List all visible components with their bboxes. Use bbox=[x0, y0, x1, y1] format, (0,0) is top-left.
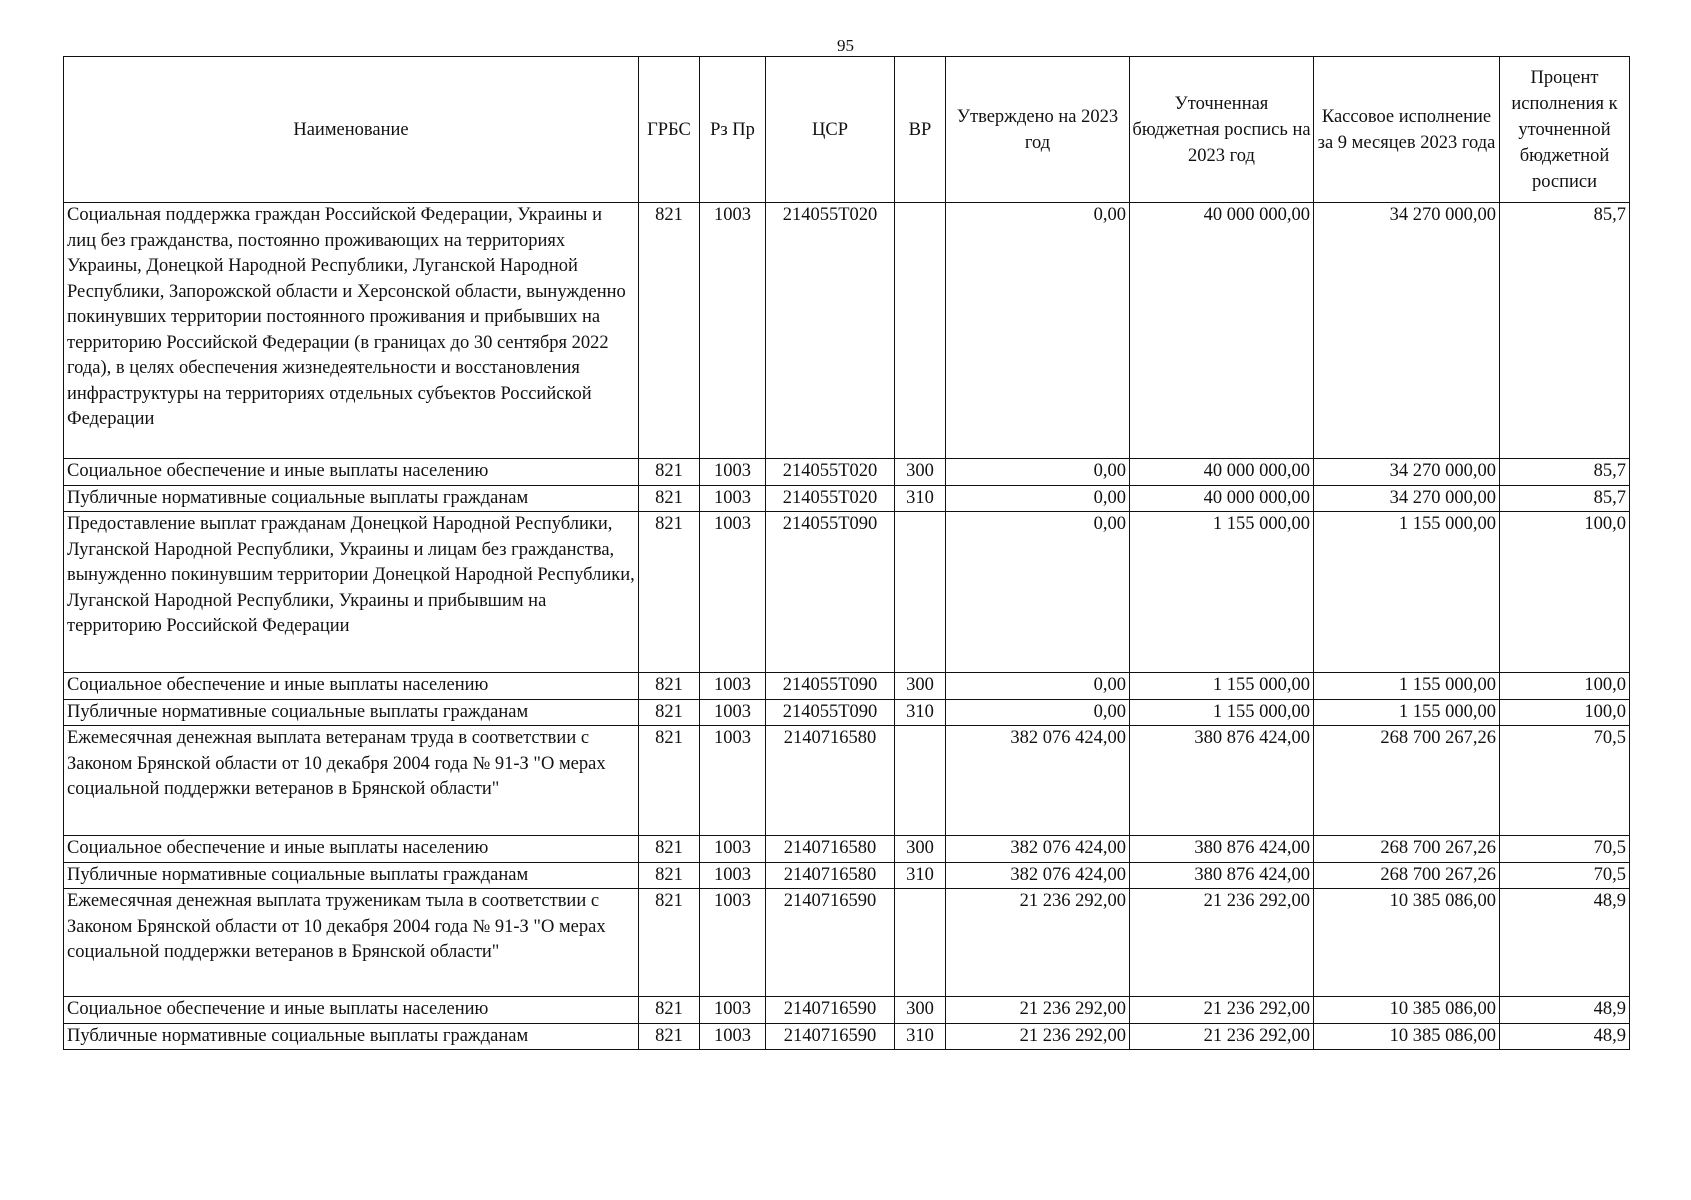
cell-csr: 214055Т020 bbox=[766, 203, 895, 459]
cell-cash: 34 270 000,00 bbox=[1314, 459, 1500, 486]
table-row bbox=[64, 699, 1630, 726]
cell-approved: 382 076 424,00 bbox=[946, 726, 1130, 836]
cell-approved: 382 076 424,00 bbox=[946, 862, 1130, 889]
cell-percent: 48,9 bbox=[1500, 1023, 1630, 1050]
cell-refined: 1 155 000,00 bbox=[1130, 673, 1314, 700]
header-cash: Кассовое исполнение за 9 месяцев 2023 года bbox=[1314, 57, 1500, 203]
cell-cash: 10 385 086,00 bbox=[1314, 889, 1500, 997]
table-row bbox=[64, 485, 1630, 512]
cell-percent: 100,0 bbox=[1500, 673, 1630, 700]
cell-vr: 310 bbox=[895, 485, 946, 512]
cell-csr: 2140716580 bbox=[766, 726, 895, 836]
cell-cash: 1 155 000,00 bbox=[1314, 673, 1500, 700]
cell-rzpr: 1003 bbox=[700, 726, 766, 836]
cell-name: Социальная поддержка граждан Российской Федерации, Украины и лиц без гражданства, постоянно проживающих на территориях Украины, Донецкой Народной Республики, Луганской Народной Республики, Запорожской области и Херсонской области, вынужденно покинувших территории постоянного проживания и прибывших на территорию Российской Федерации (в границах до 30 сентября 2022 года), в целях обеспечения жизнедеятельности и восстановления инфраструктуры на территориях отдельных субъектов Российской Федерации bbox=[64, 203, 639, 459]
cell-cash: 1 155 000,00 bbox=[1314, 699, 1500, 726]
cell-rzpr: 1003 bbox=[700, 485, 766, 512]
table-row bbox=[64, 997, 1630, 1024]
cell-vr bbox=[895, 203, 946, 459]
cell-refined: 380 876 424,00 bbox=[1130, 726, 1314, 836]
cell-vr: 300 bbox=[895, 997, 946, 1024]
header-vr: ВР bbox=[895, 57, 946, 203]
cell-cash: 34 270 000,00 bbox=[1314, 485, 1500, 512]
cell-csr: 214055Т090 bbox=[766, 673, 895, 700]
cell-cash: 10 385 086,00 bbox=[1314, 1023, 1500, 1050]
cell-refined: 380 876 424,00 bbox=[1130, 862, 1314, 889]
cell-rzpr: 1003 bbox=[700, 673, 766, 700]
cell-grbs: 821 bbox=[639, 673, 700, 700]
header-approved: Утверждено на 2023 год bbox=[946, 57, 1130, 203]
cell-grbs: 821 bbox=[639, 997, 700, 1024]
cell-approved: 0,00 bbox=[946, 459, 1130, 486]
table-row bbox=[64, 512, 1630, 673]
header-percent: Процент исполнения к уточненной бюджетной росписи bbox=[1500, 57, 1630, 203]
cell-percent: 100,0 bbox=[1500, 512, 1630, 673]
cell-approved: 0,00 bbox=[946, 673, 1130, 700]
cell-refined: 40 000 000,00 bbox=[1130, 459, 1314, 486]
cell-csr: 2140716590 bbox=[766, 1023, 895, 1050]
cell-refined: 40 000 000,00 bbox=[1130, 203, 1314, 459]
cell-name: Публичные нормативные социальные выплаты гражданам bbox=[64, 485, 639, 512]
cell-rzpr: 1003 bbox=[700, 203, 766, 459]
table-row bbox=[64, 203, 1630, 459]
cell-refined: 21 236 292,00 bbox=[1130, 997, 1314, 1024]
cell-csr: 214055Т090 bbox=[766, 699, 895, 726]
cell-vr: 310 bbox=[895, 699, 946, 726]
cell-grbs: 821 bbox=[639, 726, 700, 836]
cell-csr: 2140716580 bbox=[766, 862, 895, 889]
cell-csr: 214055Т020 bbox=[766, 485, 895, 512]
cell-csr: 2140716580 bbox=[766, 836, 895, 863]
cell-name: Ежемесячная денежная выплата ветеранам труда в соответствии с Законом Брянской области от 10 декабря 2004 года № 91-З "О мерах социальной поддержки ветеранов в Брянской области" bbox=[64, 726, 639, 836]
cell-refined: 1 155 000,00 bbox=[1130, 512, 1314, 673]
cell-grbs: 821 bbox=[639, 836, 700, 863]
cell-csr: 214055Т090 bbox=[766, 512, 895, 673]
cell-approved: 0,00 bbox=[946, 203, 1130, 459]
cell-cash: 268 700 267,26 bbox=[1314, 836, 1500, 863]
cell-csr: 214055Т020 bbox=[766, 459, 895, 486]
header-refined: Уточненная бюджетная роспись на 2023 год bbox=[1130, 57, 1314, 203]
cell-name: Публичные нормативные социальные выплаты гражданам bbox=[64, 699, 639, 726]
cell-approved: 21 236 292,00 bbox=[946, 889, 1130, 997]
cell-rzpr: 1003 bbox=[700, 459, 766, 486]
cell-cash: 10 385 086,00 bbox=[1314, 997, 1500, 1024]
cell-rzpr: 1003 bbox=[700, 889, 766, 997]
table-row bbox=[64, 862, 1630, 889]
cell-csr: 2140716590 bbox=[766, 889, 895, 997]
table-row bbox=[64, 459, 1630, 486]
header-rzpr: Рз Пр bbox=[700, 57, 766, 203]
cell-approved: 21 236 292,00 bbox=[946, 1023, 1130, 1050]
cell-name: Публичные нормативные социальные выплаты гражданам bbox=[64, 1023, 639, 1050]
table-row bbox=[64, 836, 1630, 863]
cell-approved: 21 236 292,00 bbox=[946, 997, 1130, 1024]
cell-rzpr: 1003 bbox=[700, 699, 766, 726]
table-row bbox=[64, 673, 1630, 700]
cell-percent: 85,7 bbox=[1500, 485, 1630, 512]
cell-vr bbox=[895, 889, 946, 997]
cell-percent: 70,5 bbox=[1500, 726, 1630, 836]
cell-refined: 21 236 292,00 bbox=[1130, 1023, 1314, 1050]
cell-grbs: 821 bbox=[639, 485, 700, 512]
cell-cash: 268 700 267,26 bbox=[1314, 726, 1500, 836]
cell-vr: 310 bbox=[895, 862, 946, 889]
cell-name: Социальное обеспечение и иные выплаты населению bbox=[64, 673, 639, 700]
cell-name: Публичные нормативные социальные выплаты гражданам bbox=[64, 862, 639, 889]
cell-rzpr: 1003 bbox=[700, 512, 766, 673]
cell-percent: 48,9 bbox=[1500, 889, 1630, 997]
cell-name: Социальное обеспечение и иные выплаты населению bbox=[64, 459, 639, 486]
cell-percent: 85,7 bbox=[1500, 203, 1630, 459]
cell-percent: 70,5 bbox=[1500, 836, 1630, 863]
budget-table bbox=[63, 56, 1630, 1050]
cell-name: Социальное обеспечение и иные выплаты населению bbox=[64, 836, 639, 863]
cell-refined: 21 236 292,00 bbox=[1130, 889, 1314, 997]
cell-percent: 70,5 bbox=[1500, 862, 1630, 889]
cell-name: Предоставление выплат гражданам Донецкой Народной Республики, Луганской Народной Республики, Украины и лицам без гражданства, вынужденно покинувшим территории Донецкой Народной Республики, Луганской Народной Республики, Украины и прибывшим на территорию Российской Федерации bbox=[64, 512, 639, 673]
cell-approved: 0,00 bbox=[946, 512, 1130, 673]
cell-vr: 300 bbox=[895, 459, 946, 486]
table-header-row bbox=[64, 57, 1630, 203]
cell-grbs: 821 bbox=[639, 203, 700, 459]
header-name: Наименование bbox=[64, 57, 639, 203]
cell-grbs: 821 bbox=[639, 512, 700, 673]
cell-refined: 380 876 424,00 bbox=[1130, 836, 1314, 863]
cell-vr: 300 bbox=[895, 836, 946, 863]
cell-csr: 2140716590 bbox=[766, 997, 895, 1024]
cell-grbs: 821 bbox=[639, 1023, 700, 1050]
cell-refined: 40 000 000,00 bbox=[1130, 485, 1314, 512]
cell-approved: 382 076 424,00 bbox=[946, 836, 1130, 863]
table-row bbox=[64, 889, 1630, 997]
cell-grbs: 821 bbox=[639, 699, 700, 726]
cell-percent: 48,9 bbox=[1500, 997, 1630, 1024]
table-row bbox=[64, 726, 1630, 836]
table-row bbox=[64, 1023, 1630, 1050]
cell-vr: 300 bbox=[895, 673, 946, 700]
cell-cash: 1 155 000,00 bbox=[1314, 512, 1500, 673]
cell-refined: 1 155 000,00 bbox=[1130, 699, 1314, 726]
cell-name: Ежемесячная денежная выплата труженикам тыла в соответствии с Законом Брянской области от 10 декабря 2004 года № 91-З "О мерах социальной поддержки ветеранов в Брянской области" bbox=[64, 889, 639, 997]
header-grbs: ГРБС bbox=[639, 57, 700, 203]
cell-grbs: 821 bbox=[639, 862, 700, 889]
cell-vr bbox=[895, 512, 946, 673]
cell-percent: 100,0 bbox=[1500, 699, 1630, 726]
cell-vr bbox=[895, 726, 946, 836]
cell-name: Социальное обеспечение и иные выплаты населению bbox=[64, 997, 639, 1024]
cell-approved: 0,00 bbox=[946, 699, 1130, 726]
cell-percent: 85,7 bbox=[1500, 459, 1630, 486]
cell-rzpr: 1003 bbox=[700, 1023, 766, 1050]
header-csr: ЦСР bbox=[766, 57, 895, 203]
cell-grbs: 821 bbox=[639, 459, 700, 486]
cell-approved: 0,00 bbox=[946, 485, 1130, 512]
cell-cash: 268 700 267,26 bbox=[1314, 862, 1500, 889]
cell-rzpr: 1003 bbox=[700, 836, 766, 863]
page-number: 95 bbox=[837, 36, 854, 55]
cell-rzpr: 1003 bbox=[700, 862, 766, 889]
cell-vr: 310 bbox=[895, 1023, 946, 1050]
cell-rzpr: 1003 bbox=[700, 997, 766, 1024]
cell-cash: 34 270 000,00 bbox=[1314, 203, 1500, 459]
cell-grbs: 821 bbox=[639, 889, 700, 997]
